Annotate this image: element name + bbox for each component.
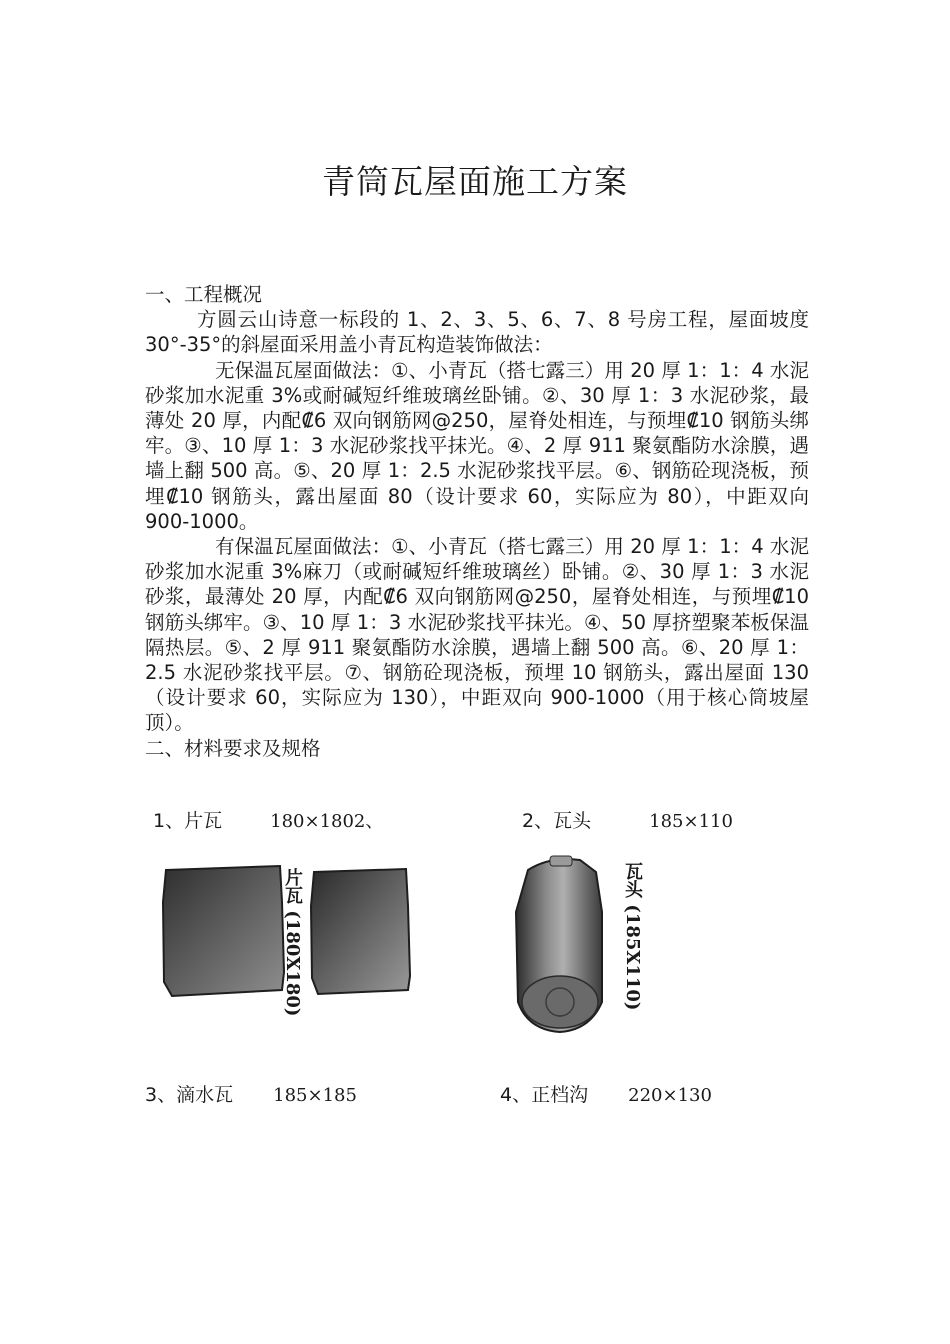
flat-tile-caption-dim: (180X180) — [282, 910, 303, 1017]
end-tile-caption-dim: (185X110) — [622, 904, 643, 1011]
document-body — [145, 282, 809, 761]
section1-paragraph-overview: 方圆云山诗意一标段的 1、2、3、5、6、7、8 号房工程，屋面坡度 30°-35°的斜屋面采用盖小青瓦构造装饰做法： — [145, 308, 809, 357]
section1-paragraph-with-insulation: 有保温瓦屋面做法：①、小青瓦（搭七露三）用 20 厚 1：1：4 水泥砂浆加水泥重 3%麻刀（或耐碱短纤维玻璃丝）卧铺。②、30 厚 1：3 水泥砂浆，最薄处 20 厚，内配₡6 双向钢筋网@250，屋脊处相连，与预埋₡10 钢筋头绑牢。③、10 厚 1：3 水泥砂浆找平抹光。④、50 厚挤塑聚苯板保温隔热层。⑤、2 厚 911 聚氨酯防水涂膜，遇墙上翻 500 高。⑥、20 厚 1：2.5 水泥砂浆找平层。⑦、钢筋砼现浇板，预埋 10 钢筋头，露出屋面 130（设计要求 60，实际应为 130），中距双向 900-1000（用于核心筒坡屋顶）。 — [145, 535, 809, 735]
spec-dimension: 220×130 — [628, 1085, 712, 1106]
section1-heading: 一、工程概况 — [145, 283, 263, 306]
flat-tile-photo-right — [308, 866, 416, 996]
spec-label: 4、正档沟 — [500, 1084, 589, 1106]
flat-tile-caption — [282, 868, 302, 1016]
end-tile-photo — [510, 852, 610, 1036]
spec-label: 1、片瓦 — [153, 810, 223, 832]
section2-heading: 二、材料要求及规格 — [145, 736, 321, 760]
spec-item-end-tile — [522, 806, 733, 833]
spec-item-drip-tile — [145, 1080, 357, 1107]
spec-item-gutter-tile — [500, 1080, 712, 1107]
flat-tile-caption-label: 片瓦 — [282, 868, 303, 904]
spec-item-flat-tile — [153, 806, 383, 833]
end-tile-caption-label: 瓦头 — [622, 862, 643, 898]
spec-dimension: 180×1802、 — [270, 811, 384, 832]
spec-label: 3、滴水瓦 — [145, 1084, 234, 1106]
spec-label: 2、瓦头 — [522, 810, 592, 832]
document-title: 青筒瓦屋面施工方案 — [322, 162, 628, 201]
spec-dimension: 185×185 — [273, 1085, 357, 1106]
end-tile-caption — [622, 862, 642, 1010]
spec-dimension: 185×110 — [649, 811, 733, 832]
section1-paragraph-no-insulation: 无保温瓦屋面做法：①、小青瓦（搭七露三）用 20 厚 1：1：4 水泥砂浆加水泥重 3%或耐碱短纤维玻璃丝卧铺。②、30 厚 1：3 水泥砂浆，最薄处 20 厚，内配₡6 双向钢筋网@250，屋脊处相连，与预埋₡10 钢筋头绑牢。③、10 厚 1：3 水泥砂浆找平抹光。④、2 厚 911 聚氨酯防水涂膜，遇墙上翻 500 高。⑤、20 厚 1：2.5 水泥砂浆找平层。⑥、钢筋砼现浇板，预埋₡10 钢筋头，露出屋面 80（设计要求 60，实际应为 80），中距双向 900-1000。 — [145, 358, 809, 533]
